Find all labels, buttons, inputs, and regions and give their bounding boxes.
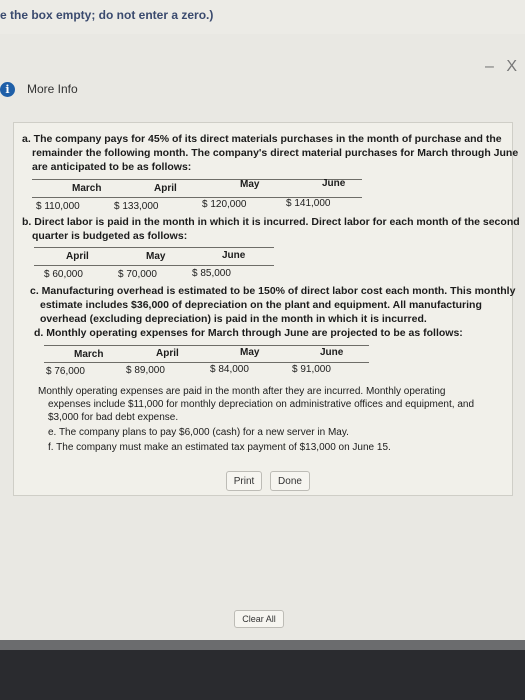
dialog-header (0, 78, 78, 100)
table-b-rule-top (34, 247, 274, 248)
info-panel (13, 122, 520, 496)
table-a-header: March (72, 183, 102, 194)
item-c-line1: c. Manufacturing overhead is estimated to be 150% of direct labor cost each month. This monthly (30, 285, 516, 297)
item-b-line2: quarter is budgeted as follows: (32, 230, 188, 242)
item-d-note3: $3,000 for bad debt expense. (48, 412, 179, 423)
info-icon: i (0, 82, 15, 97)
item-d-note1: Monthly operating expenses are paid in the month after they are incurred. Monthly operating (38, 386, 446, 397)
table-d-header: March (74, 349, 104, 360)
table-a-cell: $ 110,000 (36, 201, 80, 212)
print-button[interactable]: Print (226, 471, 262, 491)
done-button[interactable]: Done (270, 471, 310, 491)
more-info-dialog (0, 34, 525, 640)
table-b-cell: $ 70,000 (118, 269, 157, 280)
table-a-cell: $ 133,000 (114, 201, 159, 212)
table-b-cell: $ 60,000 (44, 269, 83, 280)
monitor-bezel (0, 640, 525, 700)
taskbar-strip (0, 640, 525, 650)
item-a-line1: a. The company pays for 45% of its direct materials purchases in the month of purchase and the (22, 133, 502, 145)
table-b-rule-mid (34, 265, 274, 266)
item-c-line2: estimate includes $36,000 of depreciation on the plant and equipment. All manufacturing (40, 299, 482, 311)
item-b-line1: b. Direct labor is paid in the month in which it is incurred. Direct labor for each month of the second (22, 216, 520, 228)
table-b-header: May (146, 251, 166, 262)
table-a-cell: $ 120,000 (202, 199, 247, 210)
table-d-header: April (156, 348, 179, 359)
table-d-header: May (240, 347, 260, 358)
table-b-header: June (222, 250, 246, 261)
table-a-header: June (322, 178, 346, 189)
table-a-header: April (154, 183, 177, 194)
table-d-cell: $ 76,000 (46, 366, 85, 377)
table-d-cell: $ 84,000 (210, 364, 249, 375)
item-e: e. The company plans to pay $6,000 (cash) for a new server in May. (48, 427, 349, 438)
top-hint-bar (0, 0, 525, 35)
instruction-hint: e the box empty; do not enter a zero.) (0, 8, 214, 22)
table-d-header: June (320, 347, 344, 358)
window-controls (477, 58, 517, 76)
dialog-title: More Info (27, 82, 78, 96)
table-a-cell: $ 141,000 (286, 198, 331, 209)
table-d-rule-top (44, 345, 369, 346)
minimize-icon[interactable]: – (484, 58, 494, 75)
table-a-rule-top (32, 179, 362, 180)
table-d-rule-mid (44, 362, 369, 363)
item-f: f. The company must make an estimated tax payment of $13,000 on June 15. (48, 442, 391, 453)
table-d-cell: $ 91,000 (292, 364, 331, 375)
bezel-frame (0, 650, 525, 700)
item-d-line1: d. Monthly operating expenses for March through June are projected to be as follows: (34, 327, 463, 339)
close-icon[interactable]: X (506, 58, 517, 75)
item-c-line3: overhead (excluding depreciation) is paid in the month in which it is incurred. (40, 313, 427, 325)
table-a-rule-mid (32, 197, 362, 198)
item-a-line2: remainder the following month. The company's direct material purchases for March through June (32, 147, 519, 159)
table-b-cell: $ 85,000 (192, 268, 231, 279)
item-d-note2: expenses include $11,000 for monthly depreciation on administrative offices and equipment, and (48, 399, 475, 410)
table-d-cell: $ 89,000 (126, 365, 165, 376)
table-a-header: May (240, 179, 260, 190)
item-a-line3: are anticipated to be as follows: (32, 161, 192, 173)
table-b-header: April (66, 251, 89, 262)
clear-all-button[interactable]: Clear All (234, 610, 284, 628)
